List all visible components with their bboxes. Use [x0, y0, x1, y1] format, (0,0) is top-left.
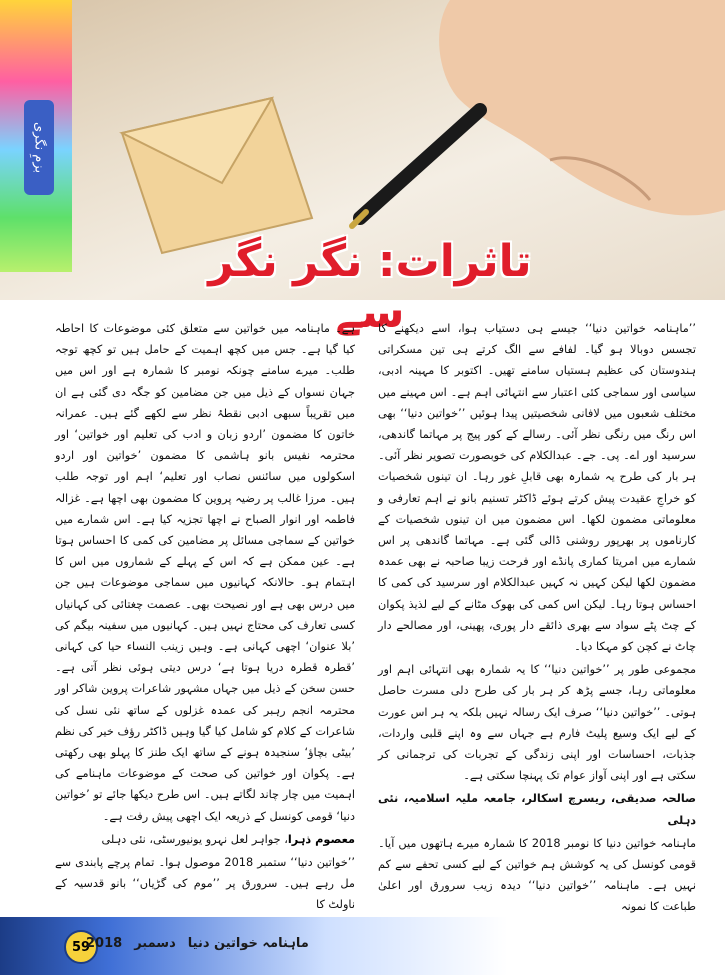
signature: صالحہ صدیقی، ریسرچ اسکالر، جامعہ ملیہ اسلامیہ، نئی دہلی	[378, 792, 696, 827]
issue-month: دسمبر	[134, 936, 176, 951]
author-affiliation: ، جواہر لعل نہرو یونیورسٹی، نئی دہلی	[101, 832, 288, 846]
section-tab: بزمِ نگری	[24, 100, 54, 195]
paragraph: ’’ماہنامہ خواتین دنیا‘‘ جیسے ہی دستیاب ہوا، اسے دیکھنے کا تجسس دوبالا ہو گیا۔ لفافے سے الگ کرتے ہی تین مسکراتی ہندوستان کی عظیم ہستیاں سامنے تھیں۔ اکتوبر کا مہینہ ادبی، سیاسی اور سماجی کئی اعتبار سے انتہائی اہم ہے۔ اس مہینے میں مختلف شعبوں میں لافانی شخصیتیں پیدا ہوئیں ’’خواتین دنیا‘‘ بھی اس رنگ میں رنگی نظر آئی۔ رسالے کے کور پیج پر مہاتما گاندھی، سرسید اور اے۔ پی۔ جے۔ عبدالکلام کی خوبصورت تصویر نظر آئی۔ ہر بار کی طرح یہ شمارہ بھی قابلِ غور رہا۔ ان تینوں شخصیات کو خراجِ عقیدت پیش کرتے ہوئے ڈاکٹر تسنیم بانو نے اہم تعارفی و معلوماتی مضمون لکھا۔ اس مضمون میں ان تینوں شخصیات کے کارناموں پر بھرپور روشنی ڈالی گئی ہے۔ مہاتما گاندھی پر اس شمارے میں امریتا کماری پانڈے اور فرحت زیبا صاحبہ نے بھی عمدہ مضمون لکھا لیکن کہیں نہ کہیں عبدالکلام اور سرسید کی کمی کا احساس ہوتا رہا۔ لیکن اس کمی کی بھوک مٹانے کے لیے لذیذ پکوان کے چٹ پٹے سواد سے بھری ذائقے دار پوری، پھینی، اور مصالحے دار چاٹ نے کچن کو مہکا دیا۔	[378, 322, 696, 654]
paragraph: مجموعی طور پر ’’خواتین دنیا‘‘ کا یہ شمارہ بھی انتہائی اہم اور معلوماتی رہا، جسے پڑھ کر ہر بار کی طرح دلی مسرت حاصل ہوتی۔ ’’خواتین دنیا‘‘ صرف ایک رسالہ نہیں بلکہ یہ ہر اس عورت کے لیے ایک وسیع پلیٹ فارم ہے جہاں سے وہ اپنے قلبی واردات، جذبات، احساسات اور اپنی زندگی کے تجربات کی ترجمانی کر سکتی ہے اور اپنی آواز عوام تک پہنچا سکتی ہے۔	[378, 663, 696, 783]
author-name: معصوم ذہرا	[287, 832, 355, 846]
signature	[55, 829, 355, 850]
left-column	[55, 318, 355, 918]
paragraph: ’’خواتین دنیا‘‘ ستمبر 2018 موصول ہوا۔ تمام پرچے پابندی سے مل رہے ہیں۔ سرورق پر ’’موم کی گڑیاں‘‘ بانو قدسیہ کے ناولٹ کا	[55, 856, 355, 912]
footer-info	[86, 936, 309, 951]
hand-with-pen-illustration	[330, 0, 725, 230]
right-column	[378, 318, 696, 920]
page-title: تاثرات: نگر نگر سے	[208, 236, 532, 338]
page-number: 59	[64, 930, 98, 964]
issue-year: 2018	[86, 936, 123, 951]
paragraph: ماہنامہ خواتین دنیا کا نومبر 2018 کا شمارہ میرے ہاتھوں میں آیا۔ قومی کونسل کی یہ کوشش ہم خواتین کے لیے کسی تحفے سے کم نہیں ہے۔ ماہنامہ ’’خواتین دنیا‘‘ دیدہ زیب سرورق اور اعلیٰ طباعت کا نمونہ	[378, 836, 697, 914]
magazine-name: ماہنامہ خواتین دنیا	[187, 936, 309, 951]
paragraph: ہے۔ ماہنامہ میں خواتین سے متعلق کئی موضوعات کا احاطہ کیا گیا ہے۔ جس میں کچھ اہمیت کے حامل ہیں تو کچھ توجہ طلب۔ میرے سامنے چونکہ نومبر کا شمارہ ہے اور اس میں جہان نسواں کے ذیل میں جن مضامین کو جگہ دی گئی ہے ان میں تقریباً سبھی ادبی نقطۂ نظر سے لکھے گئے ہیں۔ عمرانہ خاتون کا مضمون ’اردو زبان و ادب کی تعلیم اور خواتین‘ اور محترمہ نفیس بانو ہاشمی کا مضمون ’خواتین اور اردو اسکولوں میں سائنس نصاب اور تعلیم‘ اہم اور توجہ طلب ہیں۔ مرزا غالب پر رضیہ پروین کا مضمون بھی اچھا ہے۔ غزالہ فاطمہ اور انوار الصباح نے اچھا تجزیہ کیا ہے۔ اس شمارے میں خواتین کے سماجی مسائل پر مضامین کی کمی کا احساس ہوتا ہے۔ عین ممکن ہے کہ اس کے پہلے کے شماروں میں اس کا اہتمام ہو۔ حالانکہ کہانیوں میں سماجی موضوعات ہیں جن میں درس بھی ہے اور نصیحت بھی۔ عصمت چغتائی کی کہانیاں کسی تعارف کی محتاج نہیں ہیں۔ کہانیوں میں سفینہ بیگم کی ’بلا عنوان‘ اچھی کہانی ہے۔ وہیں زینب النساء حیا کی کہانی ’قطرہ قطرہ دریا ہوتا ہے‘ درس دیتی ہوئی نظر آتی ہے۔ حسن سخن کے ذیل میں جہاں مشہور شاعرات پروین شاکر اور محترمہ انجم رہبر کی عمدہ غزلوں کے ساتھ نئی نسل کی شاعرات کے کلام کو شامل کیا گیا وہیں ڈاکٹر رؤف خیر کی نظم ’بیٹی بچاؤ‘ سنجیدہ ہونے کے ساتھ ایک طنز کا پہلو بھی رکھتی ہے۔ پکوان اور خواتین کی صحت کے موضوعات ماہنامے کی اہمیت میں چار چاند لگاتے ہیں۔ اس طرح دیکھا جائے تو ’خواتین دنیا‘ قومی کونسل کے ذریعہ ایک اچھی پیش رفت ہے۔	[55, 322, 355, 823]
